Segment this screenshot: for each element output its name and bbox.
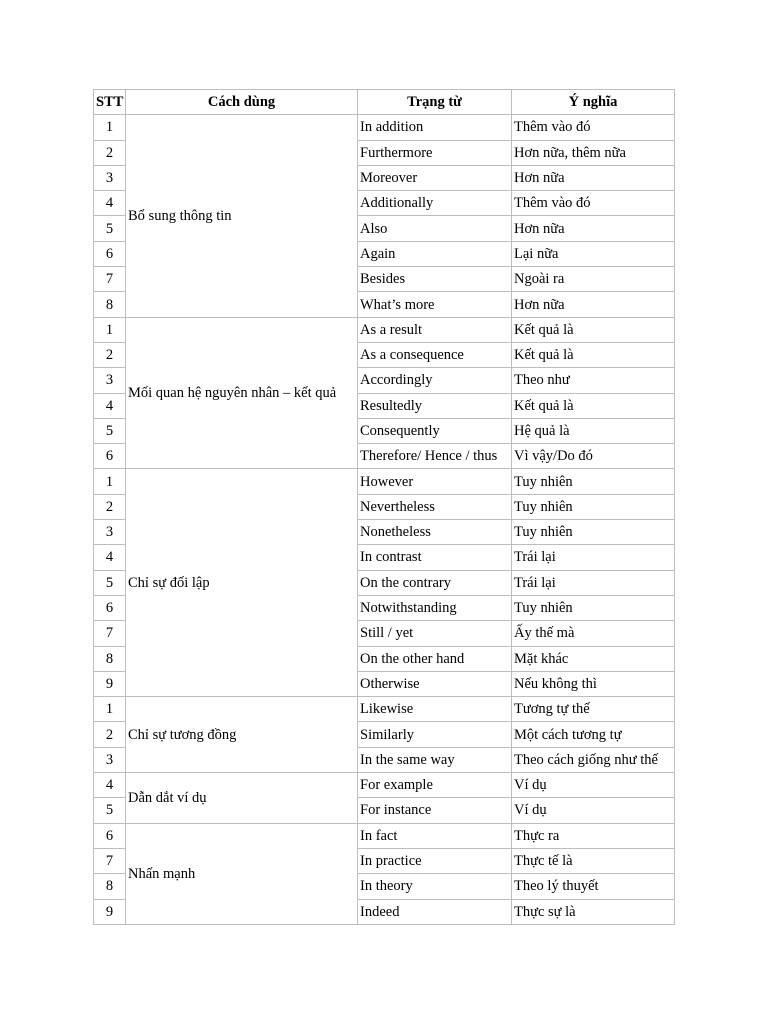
table-header	[94, 90, 675, 115]
row-meaning: Trái lại	[512, 570, 675, 595]
row-meaning: Theo cách giống như thế	[512, 747, 675, 772]
row-stt: 4	[94, 545, 126, 570]
usage-category: Chỉ sự đối lập	[126, 469, 358, 697]
row-stt: 7	[94, 267, 126, 292]
usage-category: Mối quan hệ nguyên nhân – kết quả	[126, 317, 358, 469]
row-meaning: Ấy thế mà	[512, 621, 675, 646]
row-adverb: For instance	[358, 798, 512, 823]
row-stt: 7	[94, 621, 126, 646]
row-meaning: Tuy nhiên	[512, 469, 675, 494]
row-adverb: In contrast	[358, 545, 512, 570]
row-adverb: As a result	[358, 317, 512, 342]
row-meaning: Ví dụ	[512, 773, 675, 798]
row-adverb: Resultedly	[358, 393, 512, 418]
row-meaning: Hơn nữa	[512, 292, 675, 317]
row-stt: 5	[94, 570, 126, 595]
row-adverb: Nonetheless	[358, 520, 512, 545]
row-stt: 8	[94, 292, 126, 317]
row-stt: 6	[94, 595, 126, 620]
row-meaning: Mặt khác	[512, 646, 675, 671]
table-row	[94, 115, 675, 140]
row-meaning: Theo như	[512, 368, 675, 393]
row-stt: 6	[94, 823, 126, 848]
row-adverb: For example	[358, 773, 512, 798]
row-stt: 4	[94, 393, 126, 418]
table-row	[94, 469, 675, 494]
usage-category: Dẫn dắt ví dụ	[126, 773, 358, 824]
row-adverb: On the other hand	[358, 646, 512, 671]
row-stt: 2	[94, 494, 126, 519]
row-stt: 4	[94, 773, 126, 798]
row-meaning: Tương tự thế	[512, 697, 675, 722]
row-meaning: Theo lý thuyết	[512, 874, 675, 899]
row-stt: 1	[94, 115, 126, 140]
row-stt: 2	[94, 342, 126, 367]
row-meaning: Kết quả là	[512, 393, 675, 418]
header-meaning: Ý nghĩa	[512, 90, 675, 115]
row-adverb: In fact	[358, 823, 512, 848]
table-row	[94, 823, 675, 848]
row-meaning: Lại nữa	[512, 241, 675, 266]
row-stt: 4	[94, 191, 126, 216]
row-meaning: Hệ quả là	[512, 418, 675, 443]
row-stt: 8	[94, 646, 126, 671]
row-adverb: What’s more	[358, 292, 512, 317]
row-meaning: Thực tế là	[512, 848, 675, 873]
table-row	[94, 317, 675, 342]
row-meaning: Vì vậy/Do đó	[512, 444, 675, 469]
row-adverb: However	[358, 469, 512, 494]
row-meaning: Thực ra	[512, 823, 675, 848]
row-meaning: Ngoài ra	[512, 267, 675, 292]
row-stt: 1	[94, 317, 126, 342]
row-stt: 1	[94, 469, 126, 494]
row-meaning: Tuy nhiên	[512, 595, 675, 620]
row-adverb: As a consequence	[358, 342, 512, 367]
row-meaning: Trái lại	[512, 545, 675, 570]
row-adverb: Still / yet	[358, 621, 512, 646]
table-row	[94, 773, 675, 798]
row-meaning: Ví dụ	[512, 798, 675, 823]
row-stt: 7	[94, 848, 126, 873]
row-stt: 1	[94, 697, 126, 722]
row-stt: 2	[94, 140, 126, 165]
row-meaning: Kết quả là	[512, 317, 675, 342]
row-adverb: In the same way	[358, 747, 512, 772]
row-stt: 3	[94, 165, 126, 190]
row-stt: 2	[94, 722, 126, 747]
row-stt: 5	[94, 216, 126, 241]
row-meaning: Tuy nhiên	[512, 494, 675, 519]
row-meaning: Thêm vào đó	[512, 191, 675, 216]
row-meaning: Thực sự là	[512, 899, 675, 924]
row-adverb: Indeed	[358, 899, 512, 924]
row-adverb: Notwithstanding	[358, 595, 512, 620]
row-adverb: Consequently	[358, 418, 512, 443]
row-adverb: In addition	[358, 115, 512, 140]
row-adverb: Additionally	[358, 191, 512, 216]
row-stt: 3	[94, 747, 126, 772]
row-adverb: Therefore/ Hence / thus	[358, 444, 512, 469]
row-adverb: Again	[358, 241, 512, 266]
row-meaning: Kết quả là	[512, 342, 675, 367]
row-adverb: Nevertheless	[358, 494, 512, 519]
usage-category: Bổ sung thông tin	[126, 115, 358, 317]
row-adverb: Similarly	[358, 722, 512, 747]
header-adverb: Trạng từ	[358, 90, 512, 115]
row-adverb: On the contrary	[358, 570, 512, 595]
row-meaning: Nếu không thì	[512, 671, 675, 696]
row-adverb: Otherwise	[358, 671, 512, 696]
table-row	[94, 697, 675, 722]
row-stt: 6	[94, 444, 126, 469]
row-stt: 5	[94, 798, 126, 823]
row-adverb: Furthermore	[358, 140, 512, 165]
row-adverb: In theory	[358, 874, 512, 899]
row-meaning: Hơn nữa	[512, 165, 675, 190]
row-stt: 3	[94, 368, 126, 393]
row-adverb: Likewise	[358, 697, 512, 722]
row-meaning: Tuy nhiên	[512, 520, 675, 545]
row-adverb: In practice	[358, 848, 512, 873]
row-stt: 3	[94, 520, 126, 545]
row-meaning: Hơn nữa, thêm nữa	[512, 140, 675, 165]
header-row	[94, 90, 675, 115]
table-body	[94, 115, 675, 925]
row-meaning: Thêm vào đó	[512, 115, 675, 140]
row-stt: 6	[94, 241, 126, 266]
row-meaning: Hơn nữa	[512, 216, 675, 241]
row-stt: 9	[94, 899, 126, 924]
row-adverb: Accordingly	[358, 368, 512, 393]
header-stt: STT	[94, 90, 126, 115]
usage-category: Nhấn mạnh	[126, 823, 358, 924]
adverb-table	[93, 89, 675, 925]
usage-category: Chỉ sự tương đồng	[126, 697, 358, 773]
row-meaning: Một cách tương tự	[512, 722, 675, 747]
header-usage: Cách dùng	[126, 90, 358, 115]
row-adverb: Besides	[358, 267, 512, 292]
row-stt: 9	[94, 671, 126, 696]
row-adverb: Moreover	[358, 165, 512, 190]
row-adverb: Also	[358, 216, 512, 241]
row-stt: 8	[94, 874, 126, 899]
row-stt: 5	[94, 418, 126, 443]
